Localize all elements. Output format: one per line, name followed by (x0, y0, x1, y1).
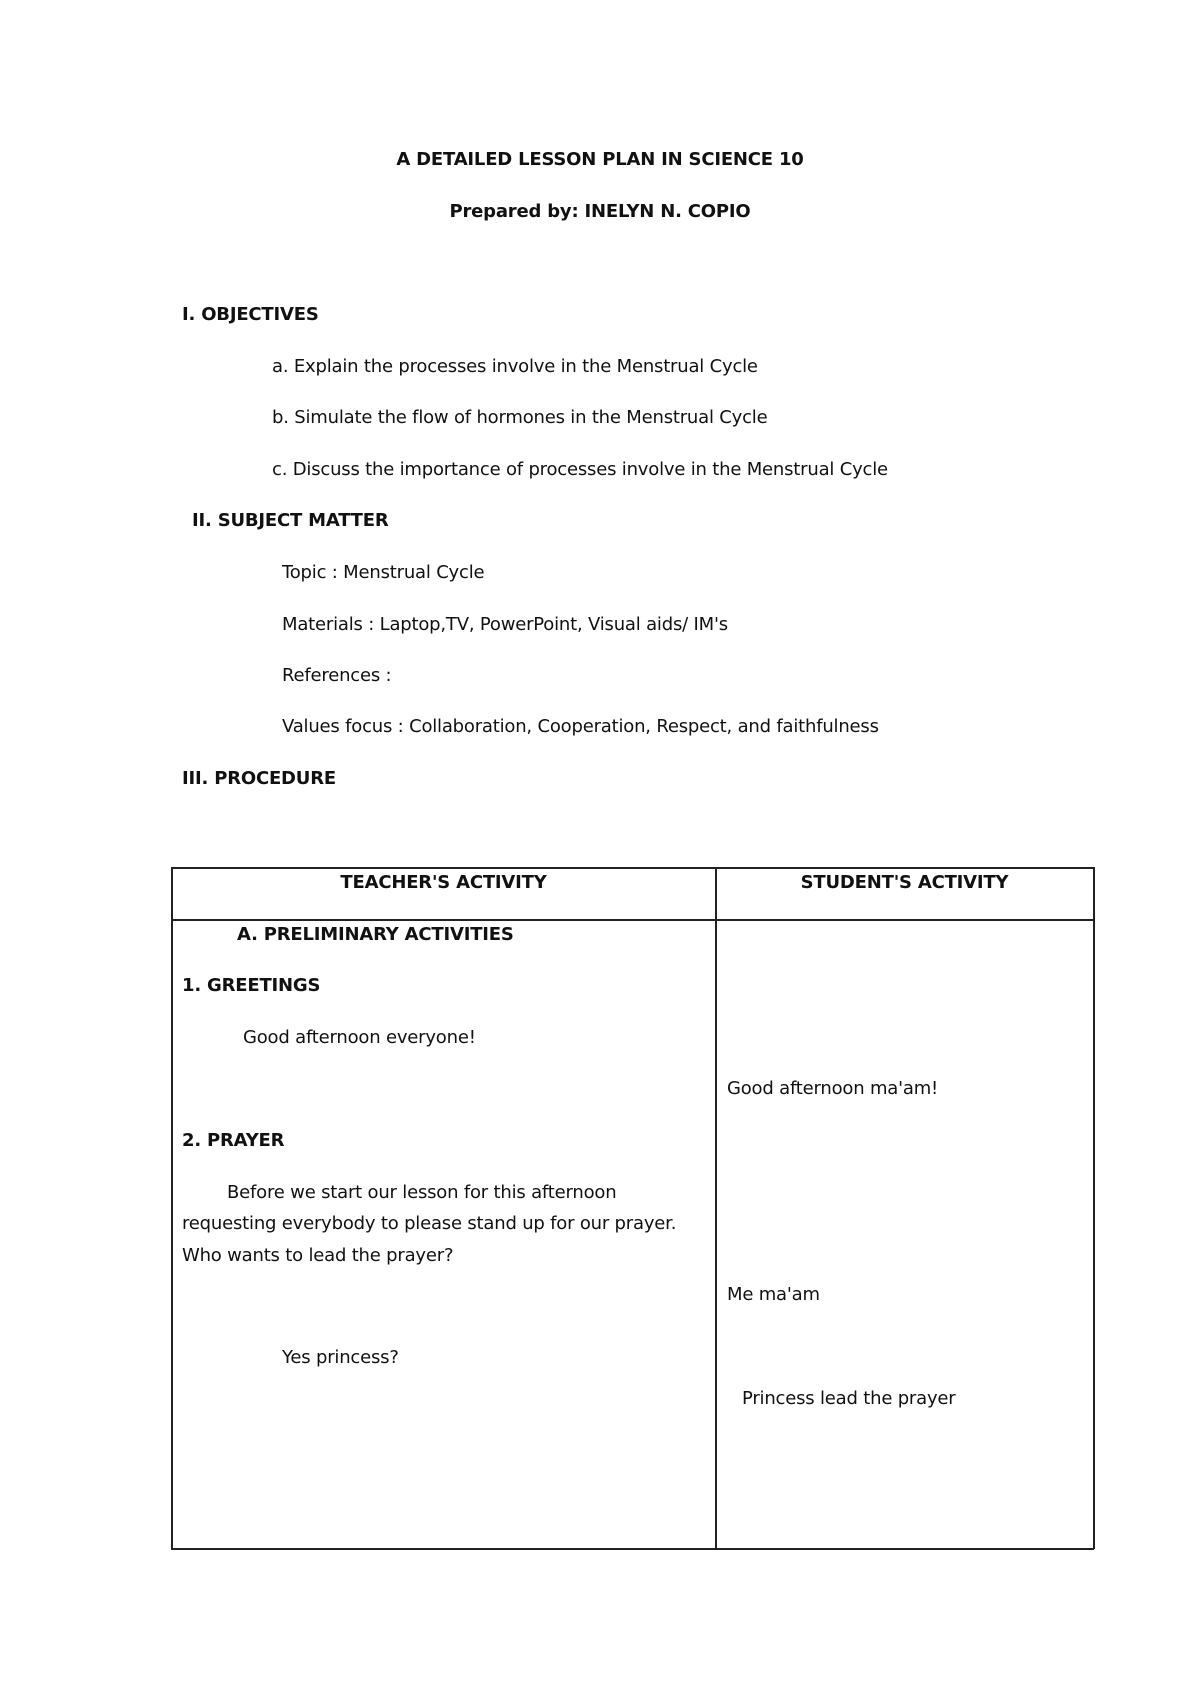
subject-references: References : (282, 665, 392, 686)
teacher-prayer-line: Before we start our lesson for this afternoon (227, 1182, 617, 1203)
student-activity-header: STUDENT'S ACTIVITY (800, 872, 1009, 893)
objective-item: b. Simulate the flow of hormones in the Menstrual Cycle (272, 407, 768, 428)
table-border-left (171, 867, 173, 1549)
objective-item: a. Explain the processes involve in the Menstrual Cycle (272, 356, 758, 377)
student-lead-prayer: Princess lead the prayer (742, 1388, 956, 1409)
subject-topic: Topic : Menstrual Cycle (282, 562, 485, 583)
table-border-top (171, 867, 1094, 869)
objective-item: c. Discuss the importance of processes involve in the Menstrual Cycle (272, 459, 888, 480)
teacher-greeting: Good afternoon everyone! (243, 1027, 476, 1048)
teacher-yes-princess: Yes princess? (282, 1347, 399, 1368)
prepared-by: Prepared by: INELYN N. COPIO (449, 201, 751, 222)
document-title: A DETAILED LESSON PLAN IN SCIENCE 10 (396, 149, 804, 170)
procedure-heading: III. PROCEDURE (182, 768, 336, 789)
teacher-activity-header: TEACHER'S ACTIVITY (340, 872, 547, 893)
teacher-prayer-line: requesting everybody to please stand up for our prayer. (182, 1213, 677, 1234)
objectives-heading: I. OBJECTIVES (182, 304, 319, 325)
table-header-divider (171, 919, 1094, 921)
subject-materials: Materials : Laptop,TV, PowerPoint, Visual aids/ IM's (282, 614, 728, 635)
table-border-right (1093, 867, 1095, 1549)
preliminary-activities-heading: A. PRELIMINARY ACTIVITIES (237, 924, 514, 945)
subject-matter-heading: II. SUBJECT MATTER (192, 510, 389, 531)
teacher-prayer-line: Who wants to lead the prayer? (182, 1245, 454, 1266)
student-greeting: Good afternoon ma'am! (727, 1078, 939, 1099)
table-border-bottom (171, 1548, 1094, 1550)
student-volunteer: Me ma'am (727, 1284, 820, 1305)
table-column-divider (715, 867, 717, 1549)
prayer-heading: 2. PRAYER (182, 1130, 285, 1151)
greetings-heading: 1. GREETINGS (182, 975, 321, 996)
subject-values: Values focus : Collaboration, Cooperation, Respect, and faithfulness (282, 716, 879, 737)
